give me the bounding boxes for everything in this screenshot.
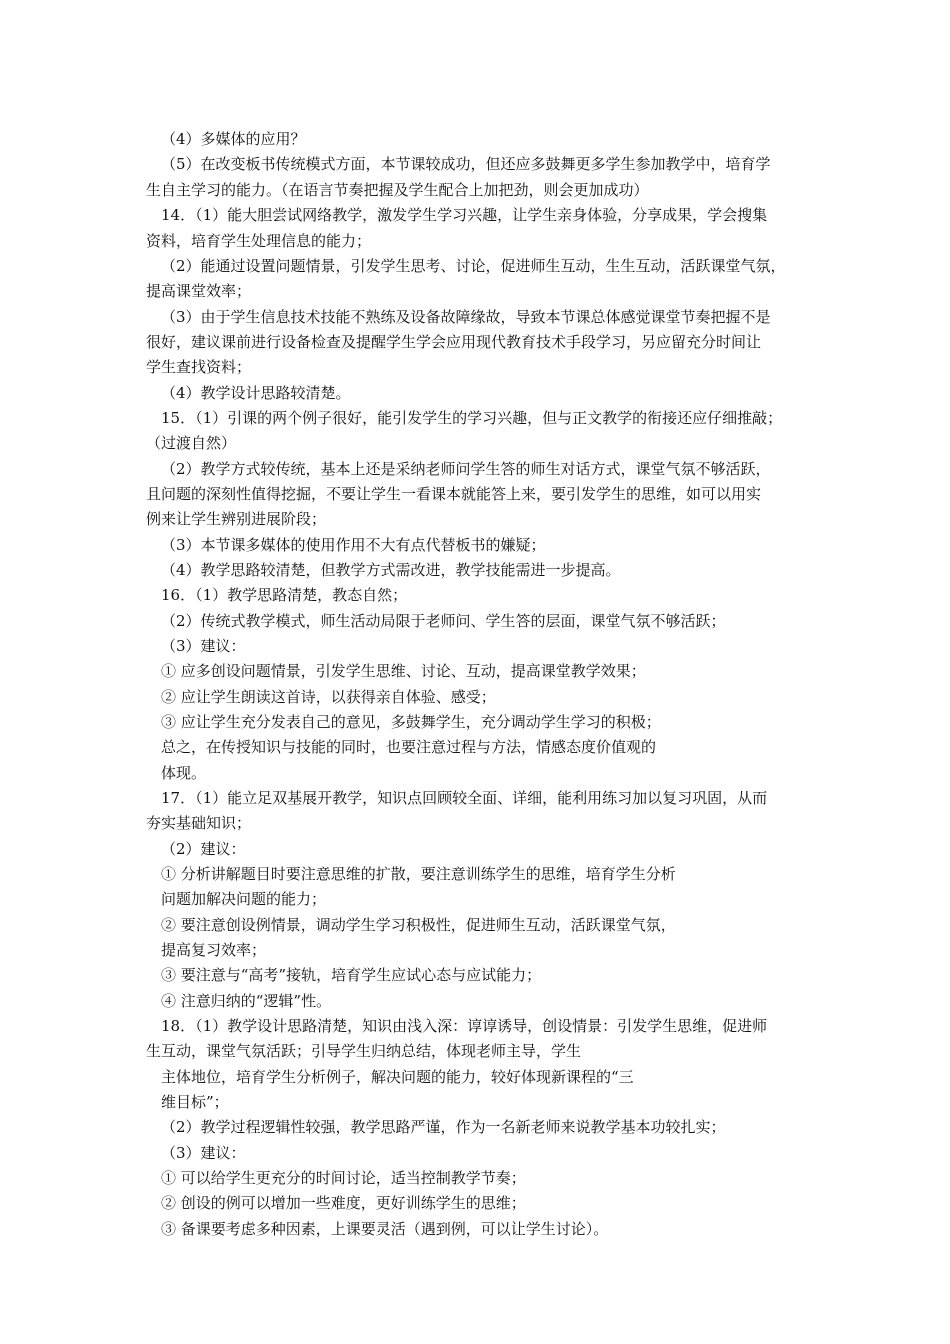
text-line: 主体地位，培育学生分析例子，解决问题的能力，较好体现新课程的“三: [161, 1068, 634, 1086]
text-line: （4）多媒体的应用？: [161, 130, 306, 148]
text-line: 问题加解决问题的能力；: [161, 890, 327, 908]
text-line: （2）教学方式较传统，基本上还是采纳老师问学生答的师生对话方式，课堂气氛不够活跃，: [161, 460, 771, 478]
text-line: 体现。: [161, 764, 207, 782]
text-line: 总之，在传授知识与技能的同时，也要注意过程与方法，情感态度价值观的: [161, 738, 657, 756]
text-line: 维目标”；: [161, 1093, 229, 1111]
text-line: 18．（1）教学设计思路清楚，知识由浅入深：谆谆诱导，创设情景：引发学生思维，促进师: [161, 1017, 768, 1035]
text-line: 15．（1）引课的两个例子很好，能引发学生的学习兴趣，但与正文教学的衔接还应仔细推敲；: [161, 409, 783, 427]
text-line: （3）建议：: [161, 1144, 246, 1162]
text-line: 学生查找资料；: [146, 358, 252, 376]
text-line: （2）教学过程逻辑性较强，教学思路严谨，作为一名新老师来说教学基本功较扎实；: [161, 1118, 726, 1136]
text-line: 生互动，课堂气氛活跃；引导学生归纳总结，体现老师主导，学生: [146, 1042, 582, 1060]
text-line: 14．（1）能大胆尝试网络教学，激发学生学习兴趣，让学生亲身体验，分享成果，学会搜集: [161, 206, 768, 224]
text-line: （3）本节课多媒体的使用作用不大有点代替板书的嫌疑；: [161, 536, 546, 554]
text-line: 16．（1）教学思路清楚，教态自然；: [161, 586, 408, 604]
text-line: 例来让学生辨别进展阶段；: [146, 510, 327, 528]
text-line: （4）教学思路较清楚，但教学方式需改进，教学技能需进一步提高。: [161, 561, 621, 579]
text-line: ④ 注意归纳的“逻辑”性。: [161, 992, 332, 1010]
text-line: ② 要注意创设例情景，调动学生学习积极性，促进师生互动，活跃课堂气氛，: [161, 916, 676, 934]
text-line: 提高课堂效率；: [146, 282, 252, 300]
text-line: （2）建议：: [161, 840, 246, 858]
text-line: （过渡自然）: [146, 434, 237, 452]
text-line: 很好，建议课前进行设备检查及提醒学生学会应用现代教育技术手段学习，另应留充分时间让: [146, 333, 762, 351]
text-line: ③ 备课要考虑多种因素，上课要灵活（遇到例，可以让学生讨论）。: [161, 1220, 609, 1238]
text-line: （2）能通过设置问题情景，引发学生思考、讨论，促进师生互动，生生互动，活跃课堂气氛，: [161, 257, 786, 275]
text-line: （5）在改变板书传统模式方面，本节课较成功，但还应多鼓舞更多学生参加教学中，培育学: [161, 155, 771, 173]
text-line: ③ 应让学生充分发表自己的意见，多鼓舞学生，充分调动学生学习的积极；: [161, 713, 661, 731]
text-line: 提高复习效率；: [161, 941, 267, 959]
text-line: （3）建议：: [161, 637, 246, 655]
text-line: ② 创设的例可以增加一些难度，更好训练学生的思维；: [161, 1194, 526, 1212]
text-line: （4）教学设计思路较清楚。: [161, 384, 351, 402]
text-line: （2）传统式教学模式，师生活动局限于老师问、学生答的层面，课堂气氛不够活跃；: [161, 612, 726, 630]
text-line: 17．（1）能立足双基展开教学，知识点回顾较全面、详细，能利用练习加以复习巩固，从而: [161, 789, 768, 807]
text-line: 且问题的深刻性值得挖掘，不要让学生一看课本就能答上来，要引发学生的思维，如可以用实: [146, 485, 762, 503]
text-line: 资料，培育学生处理信息的能力；: [146, 232, 372, 250]
text-line: ① 应多创设问题情景，引发学生思维、讨论、互动，提高课堂教学效果；: [161, 662, 646, 680]
text-line: 生自主学习的能力。（在语言节奏把握及学生配合上加把劲，则会更加成功）: [146, 181, 649, 199]
text-line: ③ 要注意与“高考”接轨，培育学生应试心态与应试能力；: [161, 966, 542, 984]
text-line: ① 分析讲解题目时要注意思维的扩散，要注意训练学生的思维，培育学生分析: [161, 865, 676, 883]
text-line: 夯实基础知识；: [146, 814, 252, 832]
text-line: ② 应让学生朗读这首诗，以获得亲自体验、感受；: [161, 688, 496, 706]
text-line: ① 可以给学生更充分的时间讨论，适当控制教学节奏；: [161, 1169, 526, 1187]
text-line: （3）由于学生信息技术技能不熟练及设备故障缘故，导致本节课总体感觉课堂节奏把握不是: [161, 308, 771, 326]
